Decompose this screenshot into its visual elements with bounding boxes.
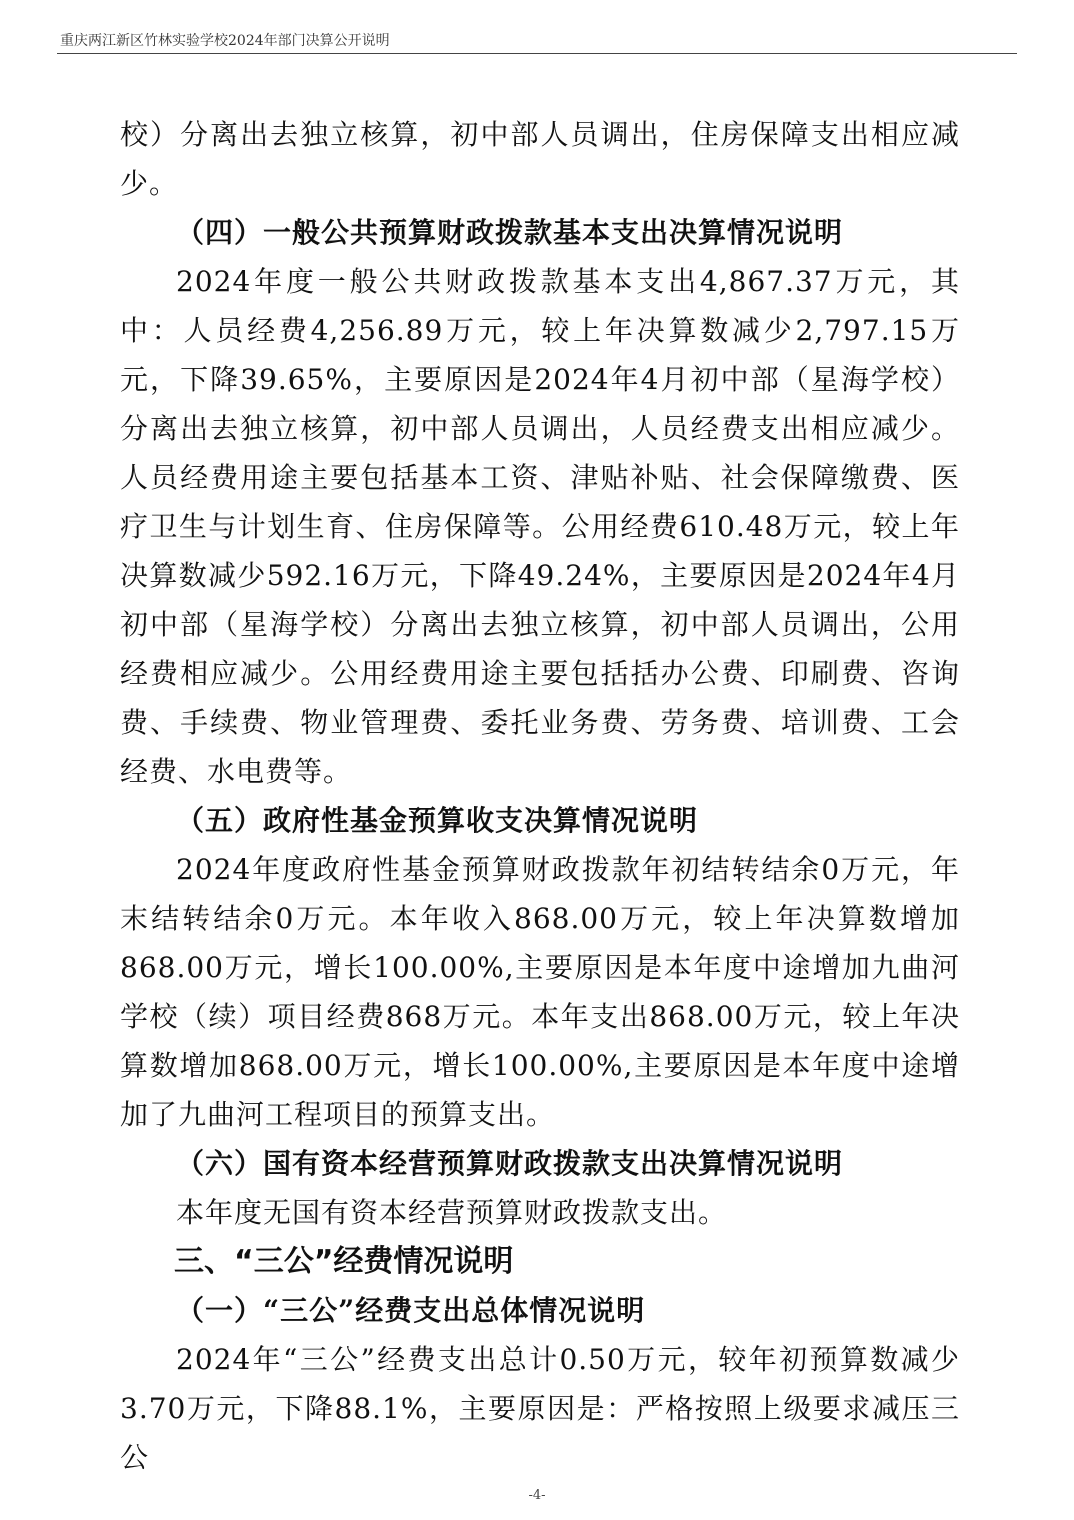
paragraph-state-capital-budget: 本年度无国有资本经营预算财政拨款支出。 xyxy=(176,1196,728,1229)
paragraph-continued: 校）分离出去独立核算，初中部人员调出，住房保障支出相应减少。 xyxy=(120,118,960,200)
paragraph-three-public-overall: 2024年“三公”经费支出总计0.50万元，较年初预算数减少3.70万元，下降88.1%，主要原因是：严格按照上级要求减压三公 xyxy=(120,1343,960,1474)
page-number: -4- xyxy=(528,1488,546,1503)
paragraph-government-fund-budget: 2024年度政府性基金预算财政拨款年初结转结余0万元，年末结转结余0万元。本年收入868.00万元，较上年决算数增加868.00万元，增长100.00%,主要原因是本年度中途增加九曲河学校（续）项目经费868万元。本年支出868.00万元，较上年决算数增加868.00万元，增长100.00%,主要原因是本年度中途增加了九曲河工程项目的预算支出。 xyxy=(120,853,960,1131)
section-heading-three-public-expenses: 三、“三公”经费情况说明 xyxy=(174,1244,514,1279)
header-divider xyxy=(57,53,1017,54)
heading-general-budget-basic-expenditure: （四）一般公共预算财政拨款基本支出决算情况说明 xyxy=(176,216,844,249)
heading-state-capital-budget: （六）国有资本经营预算财政拨款支出决算情况说明 xyxy=(176,1147,844,1180)
paragraph-general-budget-basic-expenditure: 2024年度一般公共财政拨款基本支出4,867.37万元，其中：人员经费4,256.89万元，较上年决算数减少2,797.15万元，下降39.65%，主要原因是2024年4月初中部（星海学校）分离出去独立核算，初中部人员调出，人员经费支出相应减少。人员经费用途主要包括基本工资、津贴补贴、社会保障缴费、医疗卫生与计划生育、住房保障等。公用经费610.48万元，较上年决算数减少592.16万元，下降49.24%，主要原因是2024年4月初中部（星海学校）分离出去独立核算，初中部人员调出，公用经费相应减少。公用经费用途主要包括括办公费、印刷费、咨询费、手续费、物业管理费、委托业务费、劳务费、培训费、工会经费、水电费等。 xyxy=(120,265,960,788)
running-header: 重庆两江新区竹林实验学校2024年部门决算公开说明 xyxy=(60,33,390,49)
heading-government-fund-budget: （五）政府性基金预算收支决算情况说明 xyxy=(176,804,699,837)
document-body xyxy=(120,110,960,1482)
heading-three-public-overall: （一）“三公”经费支出总体情况说明 xyxy=(176,1294,646,1327)
